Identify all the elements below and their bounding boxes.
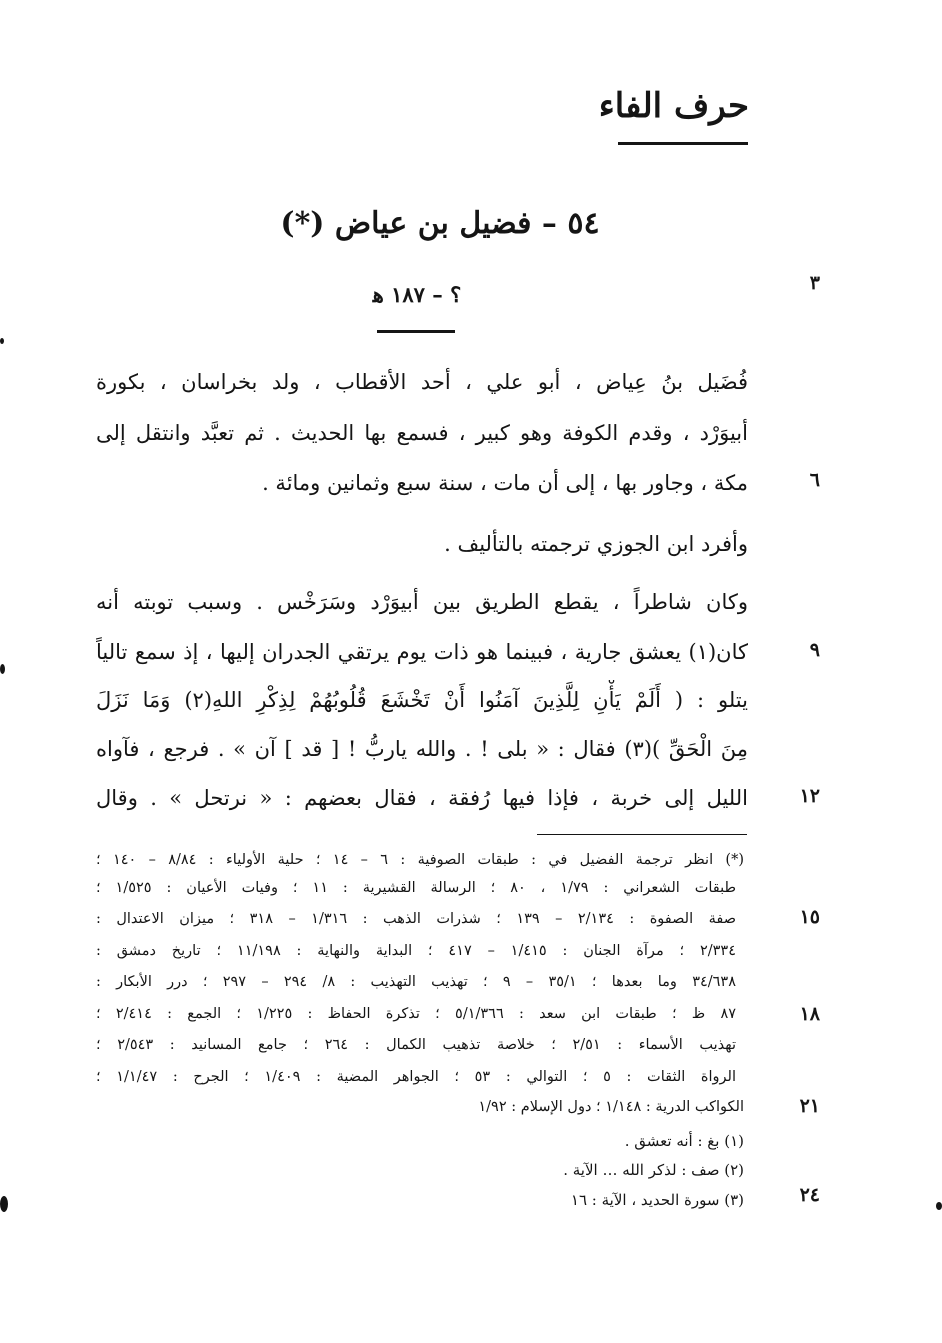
body-line: وكان شاطراً ، يقطع الطريق بين أبيوَرْد وسَرَخْس . وسبب توبته أنه	[96, 590, 748, 614]
footnote-line: طبقات الشعراني : ١/٧٩ ، ٨٠ ؛ الرسالة القشيرية : ١١ ؛ وفيات الأعيان : ١/٥٢٥ ؛	[96, 880, 736, 896]
body-line: مِنَ الْحَقِّ )(٣) فقال : « بلى ! . والله ياربُّ ! [ قد ] آن » . فرجع ، فآواه	[96, 737, 748, 761]
footnote-line: تهذيب الأسماء : ٢/٥١ ؛ خلاصة تذهيب الكمال : ٢٦٤ ؛ جامع المسانيد : ٢/٥٤٣ ؛	[96, 1037, 736, 1053]
scan-mark	[0, 1196, 8, 1212]
footnote-line: الرواة الثقات : ٥ ؛ التوالي : ٥٣ ؛ الجواهر المضية : ١/٤٠٩ ؛ الجرح : ١/١/٤٧ ؛	[96, 1069, 736, 1085]
note-1: (١) بغ : أنه تعشق .	[624, 1132, 744, 1150]
scan-mark	[936, 1202, 942, 1210]
footnote-separator	[537, 834, 747, 835]
body-line: فُضَيل بنُ عِياض ، أبو علي ، أحد الأقطاب ، ولد بخراسان ، بكورة	[96, 370, 748, 394]
line-number: ٦	[809, 469, 820, 491]
note-2: (٢) صف : لذكر الله … الآية .	[563, 1161, 744, 1179]
line-number: ٢٤	[799, 1184, 820, 1206]
line-number: ١٢	[799, 785, 820, 807]
body-line: وأفرد ابن الجوزي ترجمته بالتأليف .	[444, 532, 748, 556]
scan-mark	[0, 664, 5, 674]
body-line: مكة ، وجاور بها ، إلى أن مات ، سنة سبع وثمانين ومائة .	[262, 471, 748, 495]
footnote-line: ٣٤/٦٣٨ وما بعدها ؛ ٣٥/١ – ٩ ؛ تهذيب التهذيب : ٨/ ٢٩٤ – ٢٩٧ ؛ درر الأبكار :	[96, 974, 736, 990]
note-3: (٣) سورة الحديد ، الآية : ١٦	[570, 1191, 744, 1209]
line-number: ٣	[809, 272, 820, 294]
body-line: يتلو : ( أَلَمْ يَأْنِ لِلَّذِينَ آمَنُوا أَنْ تَخْشَعَ قُلُوبُهُمْ لِذِكْرِ اللهِ(٢) وَمَا نَزَلَ	[96, 688, 748, 712]
line-number: ٢١	[799, 1095, 820, 1117]
section-title-underline	[618, 142, 748, 145]
footnote-line: (*) انظر ترجمة الفضيل في : طبقات الصوفية : ٦ – ١٤ ؛ حلية الأولياء : ٨/٨٤ – ١٤٠ ؛	[96, 852, 744, 868]
entry-title: ٥٤ – فضيل بن عياض (*)	[280, 206, 600, 241]
scan-mark	[0, 338, 4, 344]
body-line: أبيوَرْد ، وقدم الكوفة وهو كبير ، فسمع بها الحديث . ثم تعبَّد وانتقل إلى	[96, 421, 748, 445]
line-number: ١٨	[799, 1003, 820, 1025]
footnote-line: ٢/٣٣٤ ؛ مرآة الجنان : ١/٤١٥ – ٤١٧ ؛ البداية والنهاية : ١١/١٩٨ ؛ تاريخ دمشق :	[96, 943, 736, 959]
footnote-line: ٨٧ ظ ؛ طبقات ابن سعد : ٥/١/٣٦٦ ؛ تذكرة الحفاظ : ١/٢٢٥ ؛ الجمع : ٢/٤١٤ ؛	[96, 1006, 736, 1022]
section-title: حرف الفاء	[598, 86, 749, 126]
line-number: ١٥	[799, 906, 820, 928]
footnote-line: الكواكب الدرية : ١/١٤٨ ؛ دول الإسلام : ١/٩٢	[478, 1099, 744, 1115]
body-line: كان(١) يعشق جارية ، فبينما هو ذات يوم يرتقي الجدران إليها ، إذ سمع تالياً	[96, 640, 748, 664]
entry-dates: ؟ – ١٨٧ ﻫ	[372, 282, 462, 307]
footnote-line: صفة الصفوة : ٢/١٣٤ – ١٣٩ ؛ شذرات الذهب : ١/٣١٦ – ٣١٨ ؛ ميزان الاعتدال :	[96, 911, 736, 927]
dates-underline	[377, 330, 455, 333]
line-number: ٩	[809, 639, 820, 661]
body-line: الليل إلى خربة ، فإذا فيها رُفقة ، فقال بعضهم : « نرتحل » . وقال	[96, 786, 748, 810]
